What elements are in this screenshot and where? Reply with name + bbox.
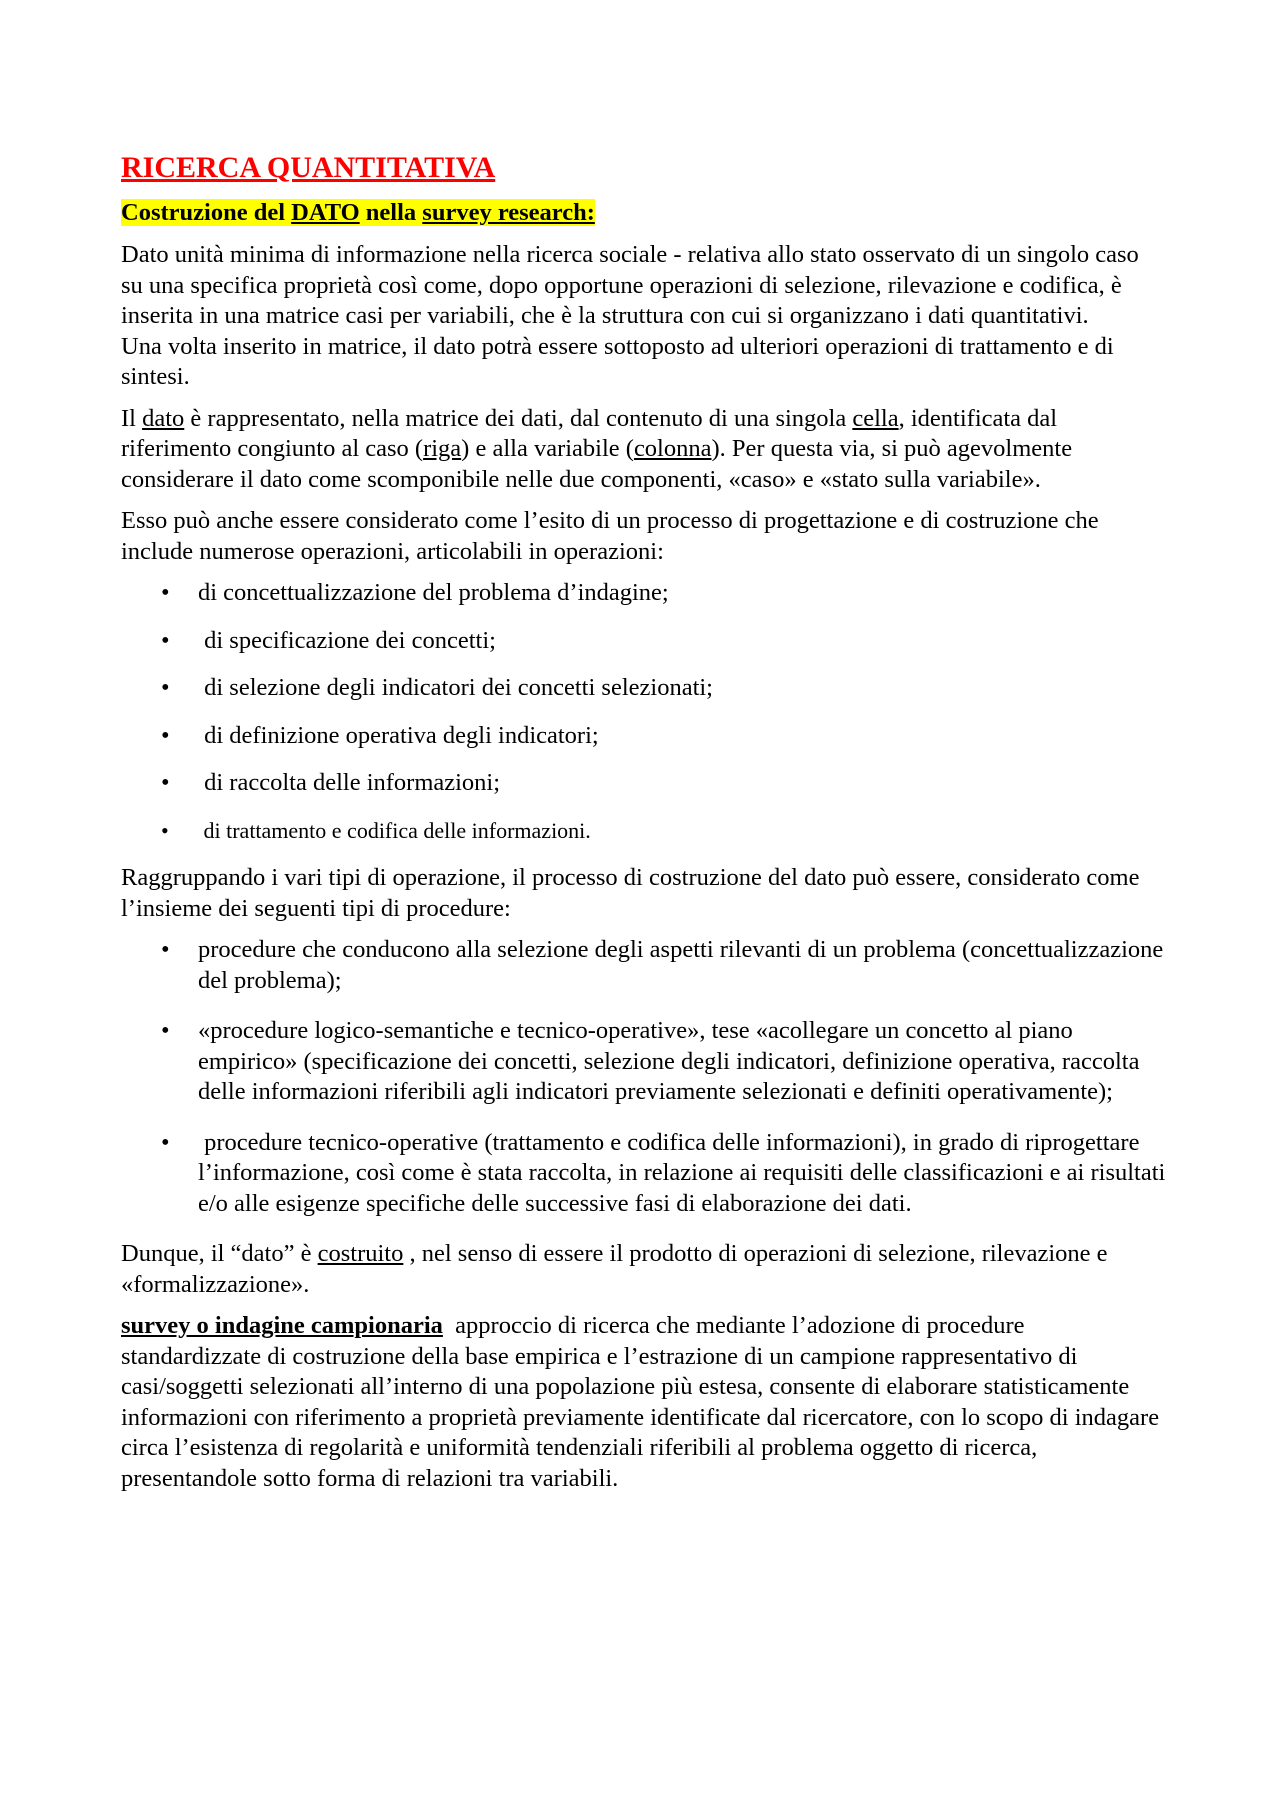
underlined-costruito: costruito: [317, 1240, 404, 1267]
paragraph-matrix: Il dato è rappresentato, nella matrice dei dati, dal contenuto di una singola cella, identificata dal riferimento congiunto al caso (riga) e alla variabile (colonna). Per questa via, si può agevolmente considerare il dato come scomponibile nelle due componenti, «caso» e «stato sulla variabile».: [121, 404, 1073, 493]
list-item: • di selezione degli indicatori dei concetti selezionati;: [121, 673, 1166, 704]
list-item: • «procedure logico-semantiche e tecnico-operative», tese «acollegare un concetto al piano empirico» (specificazione dei concetti, selezione degli indicatori, definizione operativa, raccolta delle informazioni riferibili agli indicatori previamente selezionati e definiti operativamente);: [161, 1017, 1140, 1105]
list-item: • di definizione operativa degli indicatori;: [121, 721, 1166, 752]
bullet-icon: •: [161, 721, 170, 749]
underlined-colonna: colonna: [633, 435, 712, 462]
bullet-icon: •: [161, 626, 170, 654]
bullet-icon: •: [161, 769, 170, 796]
paragraph-survey: survey o indagine campionaria approccio di ricerca che mediante l’adozione di procedure standardizzate di costruzione della base empirica e l’estrazione di un campione rappresentativo di casi/soggetti selezionati all’interno di una popolazione più estesa, consente di elaborare statisticamente informazioni con riferimento a proprietà previamente identificate dal ricercatore, con lo scopo di indagare circa l’esistenza di regolarità e uniformità tendenziali riferibili al problema oggetto di ricerca, presentandole sotto forma di relazioni tra variabili.: [121, 1312, 1160, 1492]
survey-term: survey o indagine campionaria: [121, 1312, 443, 1339]
paragraph-grouping: Raggruppando i vari tipi di operazione, il processo di costruzione del dato può essere, considerato come l’insieme dei seguenti tipi di procedure:: [121, 864, 1140, 922]
list-item: • procedure tecnico-operative (trattamento e codifica delle informazioni), in grado di riprogettare l’informazione, così come è stata raccolta, in relazione ai requisiti delle classificazioni e ai risultati e/o alle esigenze specifiche delle successive fasi di elaborazione dei dati.: [161, 1128, 1166, 1217]
operations-list: [121, 578, 1166, 846]
list-item: • di concettualizzazione del problema d’indagine;: [121, 578, 1166, 609]
bullet-icon: •: [161, 674, 170, 701]
bullet-icon: •: [161, 1017, 170, 1044]
underlined-cella: cella: [852, 404, 899, 432]
list-item: • procedure che conducono alla selezione degli aspetti rilevanti di un problema (concettualizzazione del problema);: [161, 936, 1164, 994]
list-item: • di trattamento e codifica delle informazioni.: [121, 816, 1166, 847]
document-body: [121, 150, 1166, 1505]
paragraph-process: Esso può anche essere considerato come l’esito di un processo di progettazione e di costruzione che include numerose operazioni, articolabili in operazioni:: [121, 507, 1099, 565]
paragraph-definition: Dato unità minima di informazione nella ricerca sociale - relativa allo stato osservato di un singolo caso su una specifica proprietà così come, dopo opportune operazioni di selezione, rilevazione e codifica, è inserita in una matrice casi per variabili, che è la struttura con cui si organizzano i dati quantitativi.Una volta inserito in matrice, il dato potrà essere sottoposto ad ulteriori operazioni di trattamento e di sintesi.: [121, 241, 1139, 390]
list-item: • di raccolta delle informazioni;: [121, 768, 1166, 799]
list-item: • di specificazione dei concetti;: [121, 626, 1166, 657]
bullet-icon: •: [161, 936, 170, 963]
procedures-list: [121, 935, 1166, 1219]
bullet-icon: •: [161, 579, 170, 606]
underlined-dato: dato: [142, 404, 185, 432]
section-subtitle: [121, 197, 1166, 229]
underlined-riga: riga: [423, 435, 462, 462]
paragraph-conclusion: Dunque, il “dato” è costruito , nel senso di essere il prodotto di operazioni di selezione, rilevazione e «formalizzazione».: [121, 1240, 1108, 1298]
bullet-icon: •: [161, 817, 169, 843]
page-title: RICERCA QUANTITATIVA: [121, 151, 496, 184]
bullet-icon: •: [161, 1128, 170, 1156]
subtitle-highlight: Costruzione del DATO nella survey research:: [121, 199, 595, 226]
